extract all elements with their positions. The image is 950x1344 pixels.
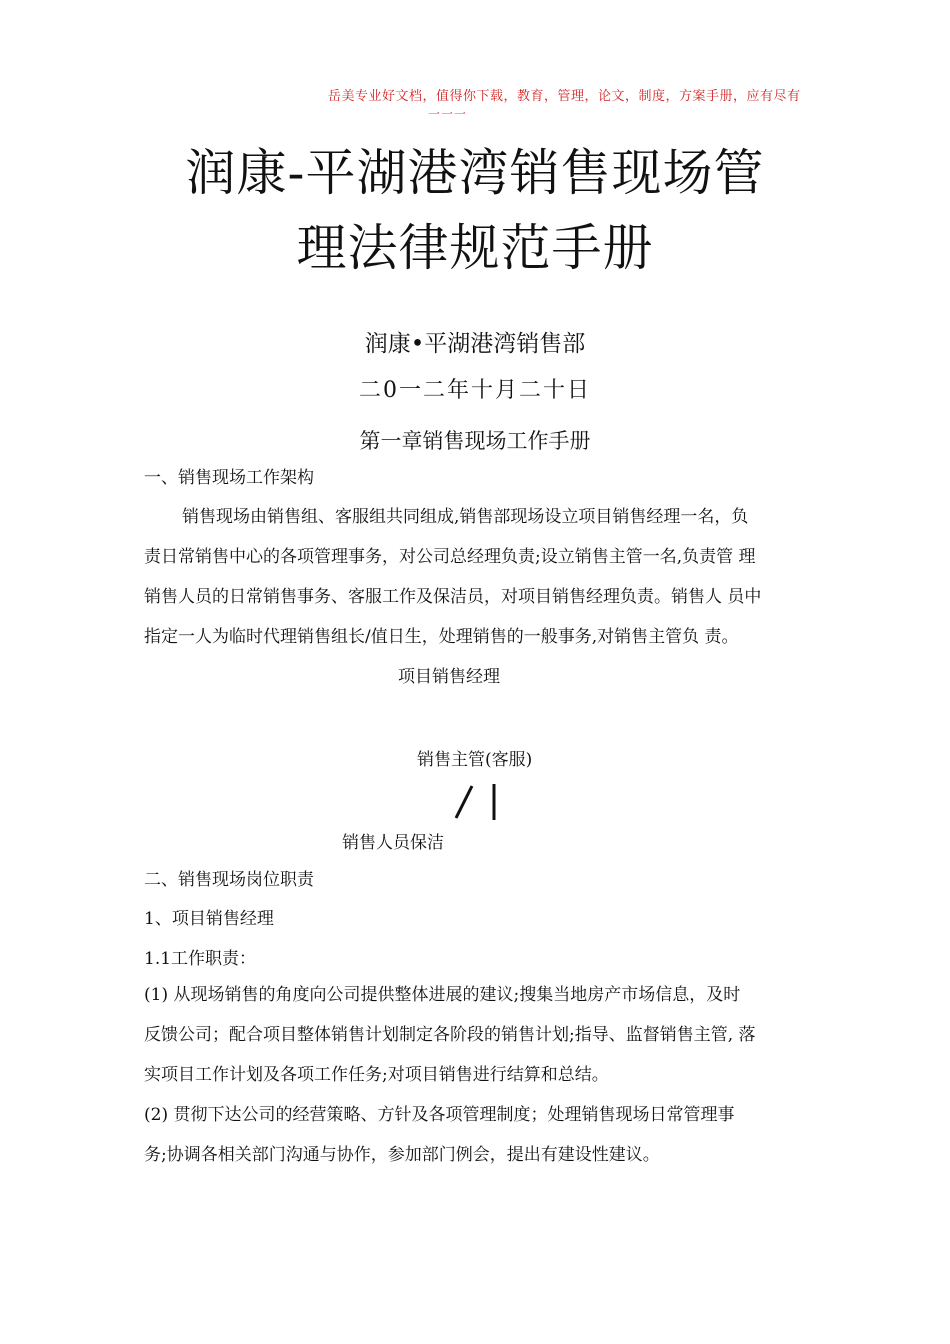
paragraph-line: 实项目工作计划及各项工作任务;对项目销售进行结算和总结。 <box>144 1065 609 1085</box>
document-title-line-1: 润康-平湖港湾销售现场管 <box>185 144 765 202</box>
section-heading-duties: 二、销售现场岗位职责 <box>144 870 314 890</box>
subsection-heading-manager: 1、项目销售经理 <box>144 909 274 929</box>
header-note: 岳美专业好文档，值得你下载，教育，管理，论文，制度，方案手册，应有尽有 <box>328 89 801 104</box>
header-note-tail: 一一一 <box>428 107 468 121</box>
paragraph-line: (1) 从现场销售的角度向公司提供整体进展的建议;搜集当地房产市场信息，及时 <box>144 985 741 1005</box>
paragraph-line: 反馈公司；配合项目整体销售计划制定各阶段的销售计划;指导、监督销售主管, 落 <box>144 1025 756 1045</box>
section-structure-paragraph <box>144 497 824 657</box>
paragraph-line: 销售现场由销售组、客服组共同组成,销售部现场设立项目销售经理一名，负 <box>182 507 749 527</box>
paragraph-line: 销售人员的日常销售事务、客服工作及保洁员，对项目销售经理负责。销售人 员中 <box>144 587 762 607</box>
org-chart-node-manager: 项目销售经理 <box>398 667 500 687</box>
duty-item-2 <box>144 1095 824 1175</box>
subsection-heading-responsibilities: 1.1工作职责： <box>144 949 257 969</box>
paragraph-line: 责日常销售中心的各项管理事务，对公司总经理负责;设立销售主管一名,负责管 理 <box>144 547 756 567</box>
paragraph-line: (2) 贯彻下达公司的经营策略、方针及各项管理制度；处理销售现场日常管理事 <box>144 1105 735 1125</box>
org-chart-connector-lines <box>450 782 510 824</box>
section-heading-structure: 一、销售现场工作架构 <box>144 468 314 488</box>
duty-item-1 <box>144 975 824 1095</box>
chapter-title: 第一章销售现场工作手册 <box>359 429 591 453</box>
org-chart-node-supervisor: 销售主管(客服) <box>417 750 533 770</box>
paragraph-line: 务;协调各相关部门沟通与协作，参加部门例会，提出有建设性建议。 <box>144 1145 660 1165</box>
document-title-line-2: 理法律规范手册 <box>296 219 654 277</box>
org-chart-node-staff: 销售人员保洁 <box>342 833 444 853</box>
department-name: 润康•平湖港湾销售部 <box>364 331 586 357</box>
paragraph-line: 指定一人为临时代理销售组长/值日生，处理销售的一般事务,对销售主管负 责。 <box>144 627 739 647</box>
document-date: 二0一二年十月二十日 <box>359 378 591 403</box>
